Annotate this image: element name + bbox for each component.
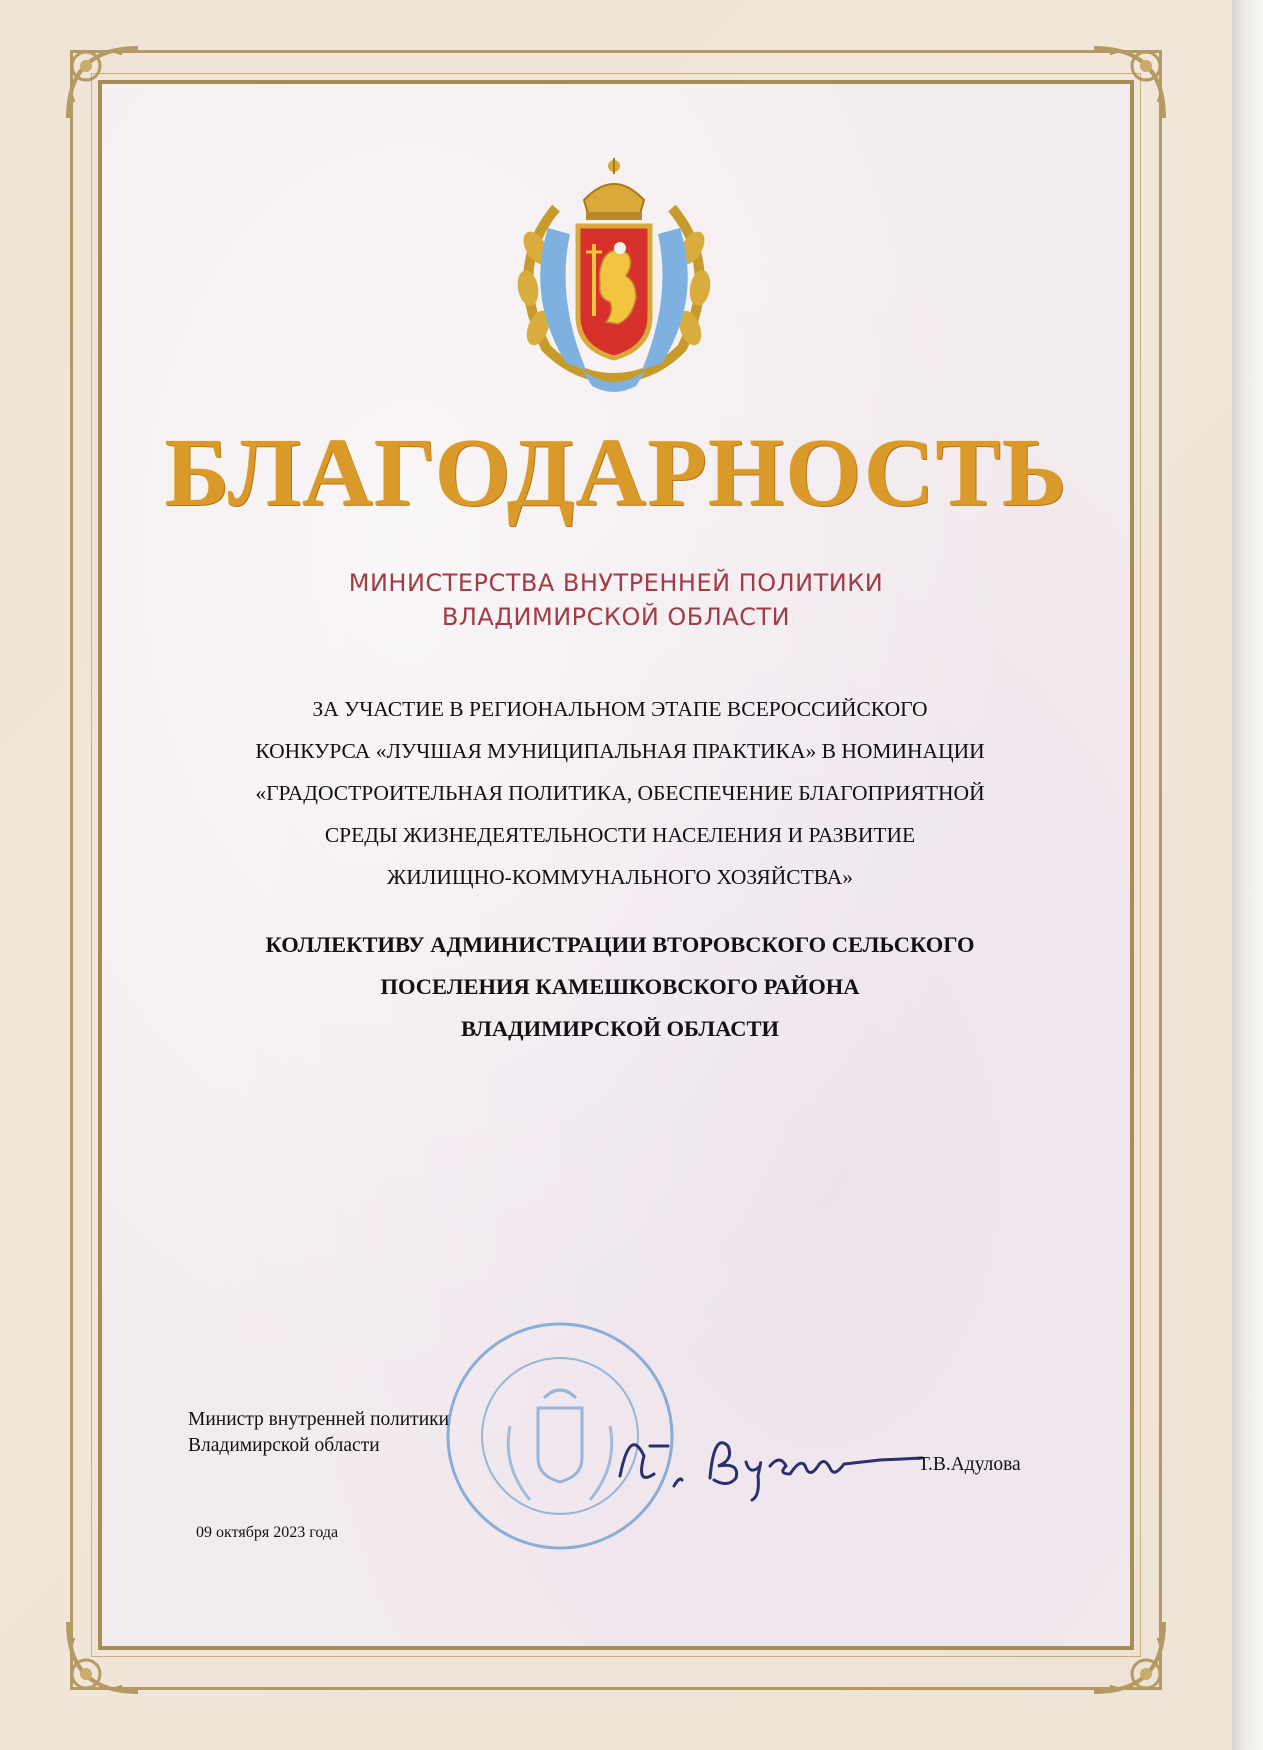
recipient-line: ПОСЕЛЕНИЯ КАМЕШКОВСКОГО РАЙОНА bbox=[380, 974, 860, 999]
scan-margin bbox=[1232, 0, 1263, 1750]
recipient-line: КОЛЛЕКТИВУ АДМИНИСТРАЦИИ ВТОРОВСКОГО СЕЛЬСКОГО bbox=[265, 932, 975, 957]
corner-ornament-icon bbox=[58, 1612, 148, 1702]
corner-ornament-icon bbox=[1084, 1612, 1174, 1702]
issuer-line: ВЛАДИМИРСКОЙ ОБЛАСТИ bbox=[441, 603, 791, 631]
recipient-line: ВЛАДИМИРСКОЙ ОБЛАСТИ bbox=[461, 1016, 779, 1041]
coat-of-arms-icon bbox=[486, 148, 742, 398]
issue-date: 09 октября 2023 года bbox=[196, 1524, 339, 1541]
signer-title-line: Владимирской области bbox=[188, 1435, 380, 1456]
corner-ornament-icon bbox=[58, 38, 148, 128]
award-reason bbox=[160, 688, 1080, 898]
signer-name: Т.В.Адулова bbox=[918, 1454, 1021, 1475]
reason-line: ЗА УЧАСТИЕ В РЕГИОНАЛЬНОМ ЭТАПЕ ВСЕРОССИЙСКОГО bbox=[312, 697, 928, 721]
corner-ornament-icon bbox=[1084, 38, 1174, 128]
signer-title-line: Министр внутренней политики bbox=[188, 1409, 450, 1430]
issuer-line: МИНИСТЕРСТВА ВНУТРЕННЕЙ ПОЛИТИКИ bbox=[348, 569, 884, 597]
signature-icon bbox=[610, 1416, 940, 1502]
reason-line: КОНКУРСА «ЛУЧШАЯ МУНИЦИПАЛЬНАЯ ПРАКТИКА» В НОМИНАЦИИ bbox=[255, 739, 985, 763]
certificate-title: БЛАГОДАРНОСТЬ bbox=[164, 419, 1068, 527]
reason-line: ЖИЛИЩНО-КОММУНАЛЬНОГО ХОЗЯЙСТВА» bbox=[387, 865, 853, 889]
issuer-block bbox=[98, 566, 1134, 634]
reason-line: «ГРАДОСТРОИТЕЛЬНАЯ ПОЛИТИКА, ОБЕСПЕЧЕНИЕ БЛАГОПРИЯТНОЙ bbox=[255, 781, 985, 805]
signer-title bbox=[188, 1407, 608, 1459]
reason-line: СРЕДЫ ЖИЗНЕДЕЯТЕЛЬНОСТИ НАСЕЛЕНИЯ И РАЗВИТИЕ bbox=[324, 823, 916, 847]
recipient-block bbox=[160, 924, 1080, 1050]
